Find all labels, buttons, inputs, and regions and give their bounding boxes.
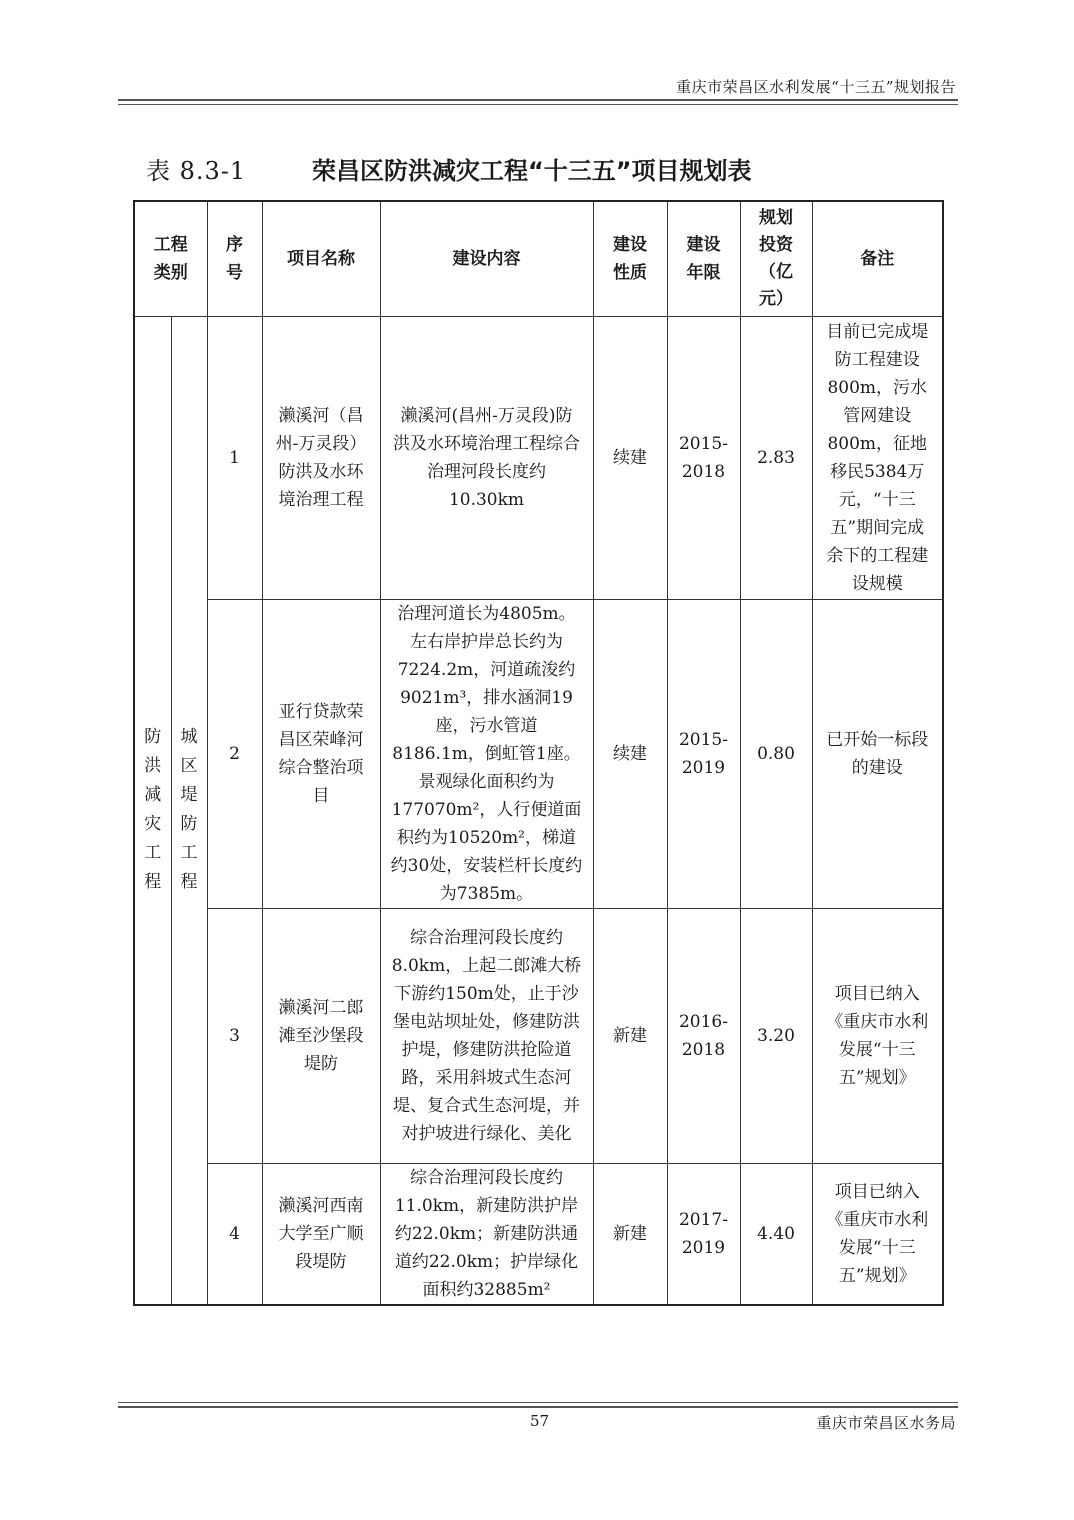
header-rule-thin [118, 104, 958, 105]
row-years: 2016-2018 [667, 908, 740, 1163]
table-title [146, 151, 752, 186]
row-years: 2015-2019 [667, 599, 740, 908]
row-seq: 2 [207, 599, 262, 908]
table-row [134, 316, 943, 599]
table-row [134, 908, 943, 1163]
footer-organization: 重庆市荣昌区水务局 [816, 1414, 956, 1432]
row-seq: 4 [207, 1163, 262, 1305]
row-nature: 新建 [593, 1163, 667, 1305]
row-name: 濑溪河（昌州-万灵段）防洪及水环境治理工程 [262, 316, 380, 599]
table-row [134, 599, 943, 908]
col-header-name: 项目名称 [262, 201, 380, 316]
project-plan-table [133, 200, 944, 1306]
row-investment: 4.40 [740, 1163, 812, 1305]
table-row [134, 1163, 943, 1305]
col-header-nature: 建设性质 [593, 201, 667, 316]
row-nature: 续建 [593, 599, 667, 908]
category-sub-cell: 城区堤防工程 [171, 316, 207, 1305]
header-row [134, 201, 943, 316]
row-content: 治理河道长为4805m。左右岸护岸总长约为7224.2m，河道疏浚约9021m³，排水涵洞19座，污水管道8186.1m，倒虹管1座。景观绿化面积约为177070m²，人行便道面积约为10520m²，梯道约30处，安装栏杆长度约为7385m。 [380, 599, 593, 908]
category-main-cell: 防洪减灾工程 [134, 316, 171, 1305]
row-content: 濑溪河(昌州-万灵段)防洪及水环境治理工程综合治理河段长度约10.30km [380, 316, 593, 599]
row-investment: 2.83 [740, 316, 812, 599]
row-seq: 1 [207, 316, 262, 599]
row-investment: 3.20 [740, 908, 812, 1163]
col-header-remarks: 备注 [812, 201, 943, 316]
footer-rule-thick [118, 1406, 958, 1408]
row-remarks: 项目已纳入《重庆市水利发展“十三五”规划》 [812, 1163, 943, 1305]
row-investment: 0.80 [740, 599, 812, 908]
row-name: 亚行贷款荣昌区荣峰河综合整治项目 [262, 599, 380, 908]
row-nature: 续建 [593, 316, 667, 599]
row-years: 2015-2018 [667, 316, 740, 599]
col-header-seq: 序号 [207, 201, 262, 316]
row-name: 濑溪河二郎滩至沙堡段堤防 [262, 908, 380, 1163]
row-nature: 新建 [593, 908, 667, 1163]
col-header-category: 工程类别 [134, 201, 207, 316]
row-content: 综合治理河段长度约11.0km，新建防洪护岸约22.0km；新建防洪通道约22.0km；护岸绿化面积约32885m² [380, 1163, 593, 1305]
row-remarks: 项目已纳入《重庆市水利发展“十三五”规划》 [812, 908, 943, 1163]
page-number: 57 [530, 1412, 550, 1430]
row-remarks: 目前已完成堤防工程建设800m，污水管网建设800m，征地移民5384万元，“十三五”期间完成余下的工程建设规模 [812, 316, 943, 599]
row-remarks: 已开始一标段的建设 [812, 599, 943, 908]
col-header-years: 建设年限 [667, 201, 740, 316]
row-seq: 3 [207, 908, 262, 1163]
table-number: 表 8.3-1 [146, 157, 247, 185]
footer-rule-thin [118, 1402, 958, 1403]
col-header-investment: 规划投资（亿元） [740, 201, 812, 316]
report-header-title: 重庆市荣昌区水利发展“十三五”规划报告 [676, 78, 956, 96]
table-name: 荣昌区防洪减灾工程“十三五”项目规划表 [312, 157, 752, 185]
header-rule-thick [118, 99, 958, 101]
row-content: 综合治理河段长度约8.0km，上起二郎滩大桥下游约150m处，止于沙堡电站坝址处，修建防洪护堤，修建防洪抢险道路，采用斜坡式生态河堤、复合式生态河堤，并对护坡进行绿化、美化 [380, 908, 593, 1163]
col-header-content: 建设内容 [380, 201, 593, 316]
row-name: 濑溪河西南大学至广顺段堤防 [262, 1163, 380, 1305]
row-years: 2017-2019 [667, 1163, 740, 1305]
